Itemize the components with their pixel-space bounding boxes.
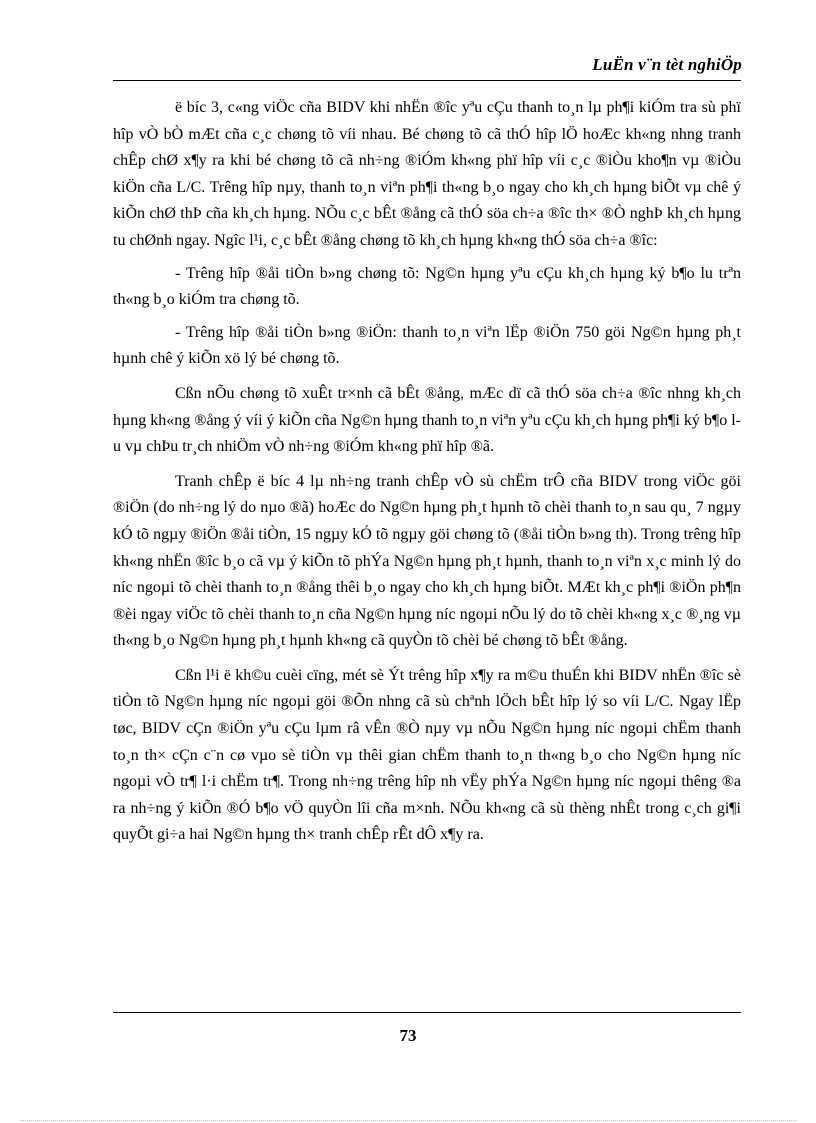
footer-divider xyxy=(113,1012,741,1013)
paragraph: Tranh chÊp ë bíc 4 lµ nh÷ng tranh chÊp vÒ sù chËm trÔ cña BIDV trong viÖc göi ®iÖn (do nh÷ng lý do nµo ®ã) hoÆc do Ng©n hµng ph¸t hµnh tõ chèi thanh to¸n sau qu¸ 7 ngµy kÓ tõ ngµy ®iÖn ®åi tiÒn, 15 ngµy kÓ tõ ngµy göi chøng tõ (®åi tiÒn b»ng th). Trong trêng hîp kh«ng nhËn ®îc b¸o cã vµ ý kiÕn tõ phÝa Ng©n hµng ph¸t hµnh, thanh to¸n viªn x¸c minh lý do níc ngoµi tõ chèi thanh to¸n ®ång thêi b¸o ngay cho kh¸ch hµng biÕt. MÆt kh¸c ph¶i ®iÖn ph¶n ®èi ngay viÖc tõ chèi thanh to¸n cña Ng©n hµng níc ngoµi nÕu lý do tõ chèi kh«ng x¸c ®¸ng vµ th«ng b¸o Ng©n hµng ph¸t hµnh kh«ng cã quyÒn tõ chèi bé chøng tõ bÊt ®ång. xyxy=(113,472,741,650)
paragraph: Cßn nÕu chøng tõ xuÊt tr×nh cã bÊt ®ång, mÆc dï cã thÓ söa ch÷a ®îc nhng kh¸ch hµng kh«ng ®ång ý víi ý kiÕn cña Ng©n hµng thanh to¸n viªn yªu cÇu kh¸ch hµng ph¶i ký b¶o lu vµ chÞu tr¸ch nhiÖm vÒ nh÷ng ®iÓm kh«ng phï hîp ®ã. xyxy=(113,384,741,456)
paragraph: - Trêng hîp ®åi tiÒn b»ng ®iÖn: thanh to¸n viªn lËp ®iÖn 750 göi Ng©n hµng ph¸t hµnh chê ý kiÕn xö lý bé chøng tõ. xyxy=(113,323,741,368)
page-edge-divider xyxy=(20,1120,796,1121)
page-number: 73 xyxy=(399,1026,417,1045)
paragraph: - Trêng hîp ®åi tiÒn b»ng chøng tõ: Ng©n hµng yªu cÇu kh¸ch hµng ký b¶o lu trªn th«ng b¸o kiÓm tra chøng tõ. xyxy=(113,264,741,309)
header-divider xyxy=(113,80,741,81)
main-text xyxy=(113,95,741,857)
paragraph: Cßn l¹i ë kh©u cuèi cïng, mét sè Ýt trêng hîp x¶y ra m©u thuÉn khi BIDV nhËn ®îc sè tiÒn tõ Ng©n hµng níc ngoµi göi ®Õn nhng cã sù chªnh lÖch bÊt hîp lý so víi L/C. Ngay lËp tøc, BIDV cÇn ®iÖn yªu cÇu lµm râ vÊn ®Ò nµy vµ nÕu Ng©n hµng níc ngoµi chËm thanh to¸n th× cÇn c¨n cø vµo sè tiÒn vµ thêi gian chËm thanh to¸n th«ng b¸o cho Ng©n hµng níc ngoµi vÒ tr¶ l·i chËm tr¶. Trong nh÷ng trêng hîp nh vËy phÝa Ng©n hµng níc ngoµi thêng ®a ra nh÷ng ý kiÕn ®Ó b¶o vÖ quyÒn lîi cña m×nh. NÕu kh«ng cã sù thèng nhÊt trong c¸ch gi¶i quyÕt gi÷a hai Ng©n hµng th× tranh chÊp rÊt dÔ x¶y ra. xyxy=(113,666,741,844)
paragraph: ë bíc 3, c«ng viÖc cña BIDV khi nhËn ®îc yªu cÇu thanh to¸n lµ ph¶i kiÓm tra sù phï hîp vÒ bÒ mÆt cña c¸c chøng tõ víi nhau. Bé chøng tõ cã thÓ hîp lÖ hoÆc kh«ng nhng tranh chÊp chØ x¶y ra khi bé chøng tõ cã nh÷ng ®iÓm kh«ng phï hîp víi c¸c ®iÒu kho¶n vµ ®iÒu kiÖn cña L/C. Trêng hîp nµy, thanh to¸n viªn ph¶i th«ng b¸o ngay cho kh¸ch hµng biÕt vµ chê ý kiÕn chØ thÞ cña kh¸ch hµng. NÕu c¸c bÊt ®ång cã thÓ söa ch÷a ®îc th× ®Ò nghÞ kh¸ch hµng tu chØnh ngay. Ngîc l¹i, c¸c bÊt ®ång chøng tõ kh¸ch hµng kh«ng thÓ söa ch÷a ®îc: xyxy=(113,99,741,249)
header-title: LuËn v¨n tèt nghiÖp xyxy=(592,55,742,74)
